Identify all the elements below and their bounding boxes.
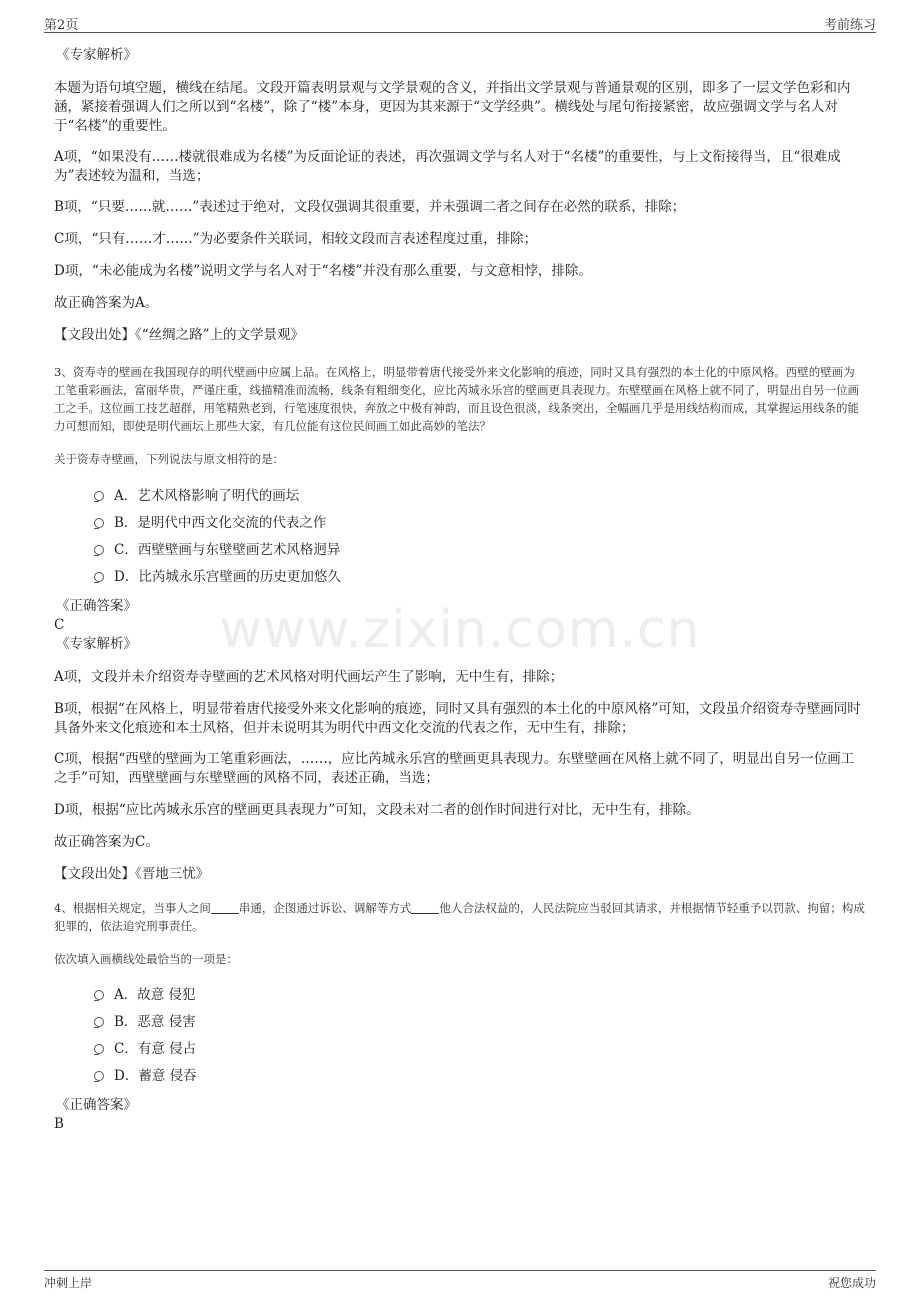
- document-body: [54, 46, 866, 1134]
- option-label: C．西壁壁画与东壁壁画艺术风格迥异: [114, 542, 341, 558]
- blank-line: [411, 913, 439, 914]
- q3-conclusion: 故正确答案为C。: [54, 834, 159, 850]
- radio-icon[interactable]: [94, 1071, 104, 1081]
- q4-option-d[interactable]: [54, 1063, 866, 1090]
- radio-icon[interactable]: [94, 491, 104, 501]
- q3-passage: 3、资寿寺的壁画在我国现存的明代壁画中应属上品。在风格上，明显带着唐代接受外来文化影响的痕迹，同时又具有强烈的本土化的中原风格。西壁的壁画为工笔重彩画法，富丽华贵，严谨庄重，线描精准而流畅，线条有粗细变化，应比芮城永乐宫的壁画更具表现力。东壁壁画在风格上就不同了，明显出自另一位画工之手。这位画工技艺超群，用笔精熟老到，行笔速度很快，奔放之中极有神韵，而且设色很淡，线条突出，全幅画几乎是用线结构而成，其掌握运用线条的能力可想而知，即使是明代画坛上那些大家，有几位能有这位民间画工如此高妙的笔法？: [54, 365, 859, 433]
- blank-line: [211, 913, 239, 914]
- q2-analysis-option-a: A项，“如果没有……楼就很难成为名楼”为反面论证的表述，再次强调文学与名人对于“名楼”的重要性，与上文衔接得当，且“很难成为”表述较为温和，当选；: [54, 149, 841, 184]
- option-label: A．故意 侵犯: [114, 987, 196, 1003]
- q4-option-a[interactable]: [54, 982, 866, 1009]
- q3-analysis-option-a: A项，文段并未介绍资寿寺壁画的艺术风格对明代画坛产生了影响，无中生有，排除；: [54, 669, 564, 685]
- q2-analysis-option-c: C项，“只有……才……”为必要条件关联词，相较文段而言表述程度过重，排除；: [54, 231, 538, 247]
- q2-analysis-option-b: B项，“只要……就……”表述过于绝对，文段仅强调其很重要，并未强调二者之间存在必然的联系，排除；: [54, 199, 686, 215]
- q4-passage-part1: 4、根据相关规定，当事人之间: [54, 901, 211, 915]
- q4-passage-part3: 他人合法权益的，人民法院应当驳回其请求，并根据情节轻重予以罚款、拘留；构成犯罪的，依法追究刑事责任。: [54, 901, 865, 933]
- q3-analysis-option-b: B项，根据“在风格上，明显带着唐代接受外来文化影响的痕迹，同时又具有强烈的本土化的中原风格”可知，文段虽介绍资寿寺壁画同时具备外来文化痕迹和本土风格，但并未说明其为明代中西文化交流的代表之作，无中生有，排除；: [54, 701, 861, 736]
- page-footer: [44, 1270, 876, 1293]
- q2-analysis-intro: 本题为语句填空题，横线在结尾。文段开篇表明景观与文学景观的含义，并指出文学景观与普通景观的区别，即多了一层文学色彩和内涵，紧接着强调人们之所以到“名楼”，除了“楼”本身，更因为其来源于“文学经典”。横线处与尾句衔接紧密，故应强调文学与名人对于“名楼”的重要性。: [54, 80, 851, 134]
- q3-options: [54, 483, 866, 591]
- q2-analysis-title: 《专家解析》: [56, 47, 137, 63]
- q4-question: 依次填入画横线处最恰当的一项是：: [54, 952, 238, 966]
- page-header: [44, 10, 876, 33]
- q4-answer: B: [54, 1116, 64, 1132]
- option-label: B．是明代中西文化交流的代表之作: [114, 515, 327, 531]
- option-label: B．恶意 侵害: [114, 1014, 196, 1030]
- q4-answer-title: 《正确答案》: [56, 1097, 137, 1113]
- option-label: D．蓄意 侵吞: [114, 1068, 197, 1084]
- q3-option-d[interactable]: [54, 564, 866, 591]
- q3-analysis-option-c: C项，根据“西壁的壁画为工笔重彩画法，……，应比芮城永乐宫的壁画更具表现力。东壁壁画在风格上就不同了，明显出自另一位画工之手”可知，西壁壁画与东壁壁画的风格不同，表述正确，当选；: [54, 751, 855, 786]
- q4-option-b[interactable]: [54, 1009, 866, 1036]
- option-label: D．比芮城永乐宫壁画的历史更加悠久: [114, 569, 341, 585]
- radio-icon[interactable]: [94, 518, 104, 528]
- q2-analysis-option-d: D项，“未必能成为名楼”说明文学与名人对于“名楼”并没有那么重要，与文意相悖，排除。: [54, 263, 592, 279]
- footer-left-text: 冲刺上岸: [44, 1276, 93, 1290]
- radio-icon[interactable]: [94, 545, 104, 555]
- q4-options: [54, 982, 866, 1090]
- radio-icon[interactable]: [94, 990, 104, 1000]
- q4-passage-part2: 串通，企图通过诉讼、调解等方式: [238, 901, 412, 915]
- radio-icon[interactable]: [94, 1017, 104, 1027]
- footer-right-text: 祝您成功: [827, 1276, 876, 1290]
- q2-source: 【文段出处】《“丝绸之路”上的文学景观》: [54, 327, 305, 343]
- q3-answer-title: 《正确答案》: [56, 598, 137, 614]
- radio-icon[interactable]: [94, 572, 104, 582]
- q3-analysis-title: 《专家解析》: [56, 636, 137, 652]
- option-label: A．艺术风格影响了明代的画坛: [114, 488, 300, 504]
- watermark-text: www.zixin.com.cn: [219, 600, 701, 660]
- q4-option-c[interactable]: [54, 1036, 866, 1063]
- q3-option-a[interactable]: [54, 483, 866, 510]
- header-title: 考前练习: [823, 18, 876, 33]
- q2-conclusion: 故正确答案为A。: [54, 295, 159, 311]
- q3-option-c[interactable]: [54, 537, 866, 564]
- q3-source: 【文段出处】《晋地三忧》: [54, 866, 210, 882]
- q4-passage: [54, 899, 866, 935]
- q3-option-b[interactable]: [54, 510, 866, 537]
- q3-question: 关于资寿寺壁画，下列说法与原文相符的是：: [54, 452, 284, 466]
- q3-analysis-option-d: D项，根据“应比芮城永乐宫的壁画更具表现力”可知，文段未对二者的创作时间进行对比，无中生有，排除。: [54, 802, 700, 818]
- q3-answer: C: [54, 617, 65, 633]
- radio-icon[interactable]: [94, 1044, 104, 1054]
- page-number-label: 第2页: [44, 18, 79, 33]
- option-label: C．有意 侵占: [114, 1041, 197, 1057]
